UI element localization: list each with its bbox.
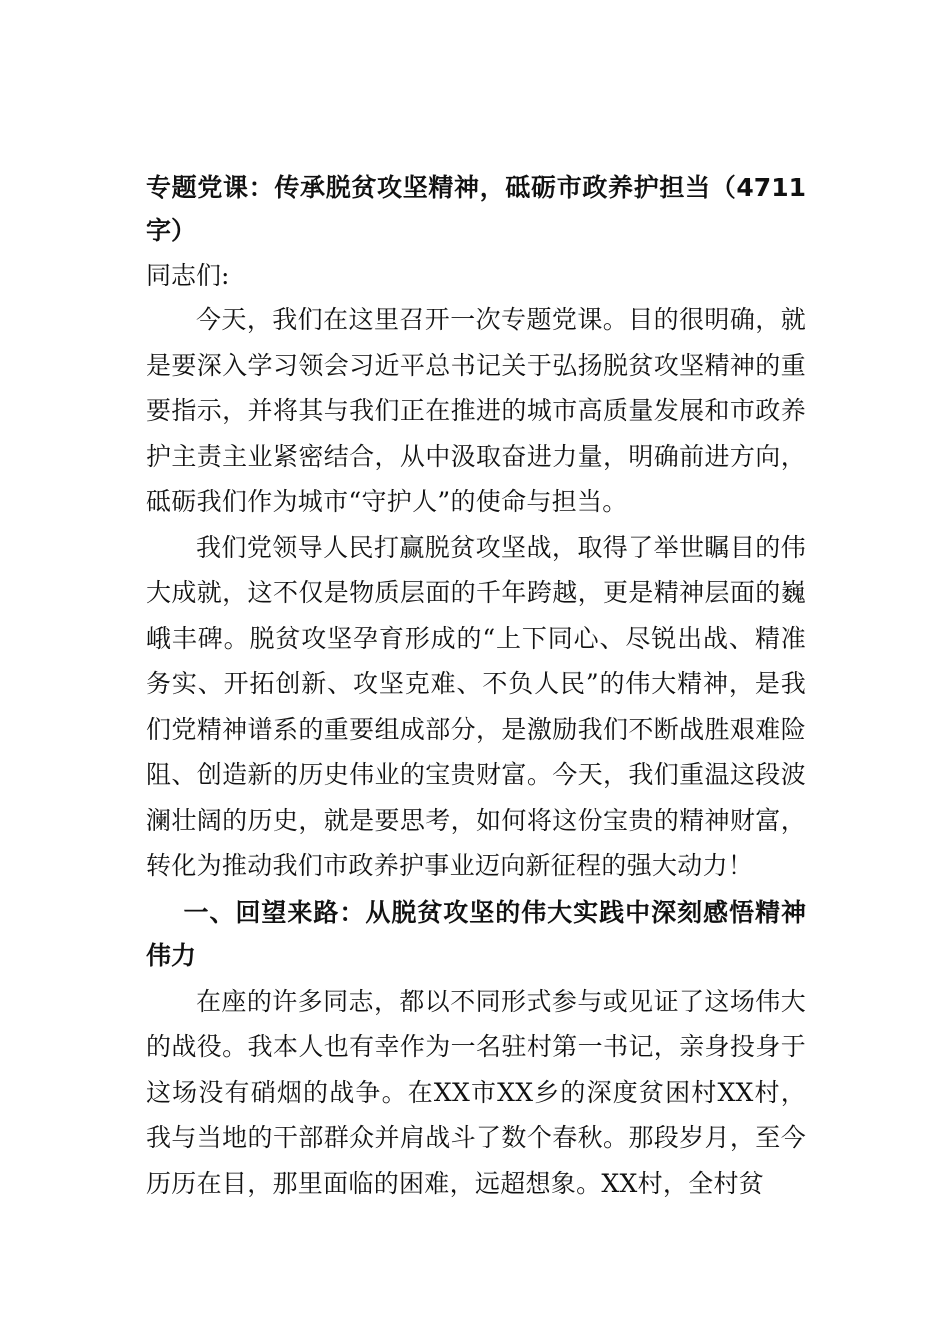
salutation: 同志们: [146,261,230,290]
section-heading-1: 一、回望来路：从脱贫攻坚的伟大实践中深刻感悟精神伟力 [146,897,806,970]
body-paragraph-1: 今天，我们在这里召开一次专题党课。目的很明确，就是要深入学习领会习近平总书记关于弘扬脱贫攻坚精神的重要指示，并将其与我们正在推进的城市高质量发展和市政养护主责主业紧密结合，从中汲取奋进力量，明确前进方向，砥砺我们作为城市“守护人”的使命与担当。 [146,305,806,516]
section-1-paragraph: 在座的许多同志，都以不同形式参与或见证了这场伟大的战役。我本人也有幸作为一名驻村第一书记，亲身投身于这场没有硝烟的战争。在XX市XX乡的深度贫困村XX村，我与当地的干部群众并肩战斗了数个春秋。那段岁月，至今历历在目，那里面临的困难，远超想象。XX村，全村贫 [146,986,806,1198]
body-paragraph-2: 我们党领导人民打赢脱贫攻坚战，取得了举世瞩目的伟大成就，这不仅是物质层面的千年跨越，更是精神层面的巍峨丰碑。脱贫攻坚孕育形成的“上下同心、尽锐出战、精准务实、开拓创新、攻坚克难、不负人民”的伟大精神，是我们党精神谱系的重要组成部分，是激励我们不断战胜艰难险阻、创造新的历史伟业的宝贵财富。今天，我们重温这段波澜壮阔的历史，就是要思考，如何将这份宝贵的精神财富，转化为推动我们市政养护事业迈向新征程的强大动力！ [146,532,806,880]
document-title: 专题党课：传承脱贫攻坚精神，砥砺市政养护担当（4711字） [146,173,806,245]
document-page [146,166,806,1206]
